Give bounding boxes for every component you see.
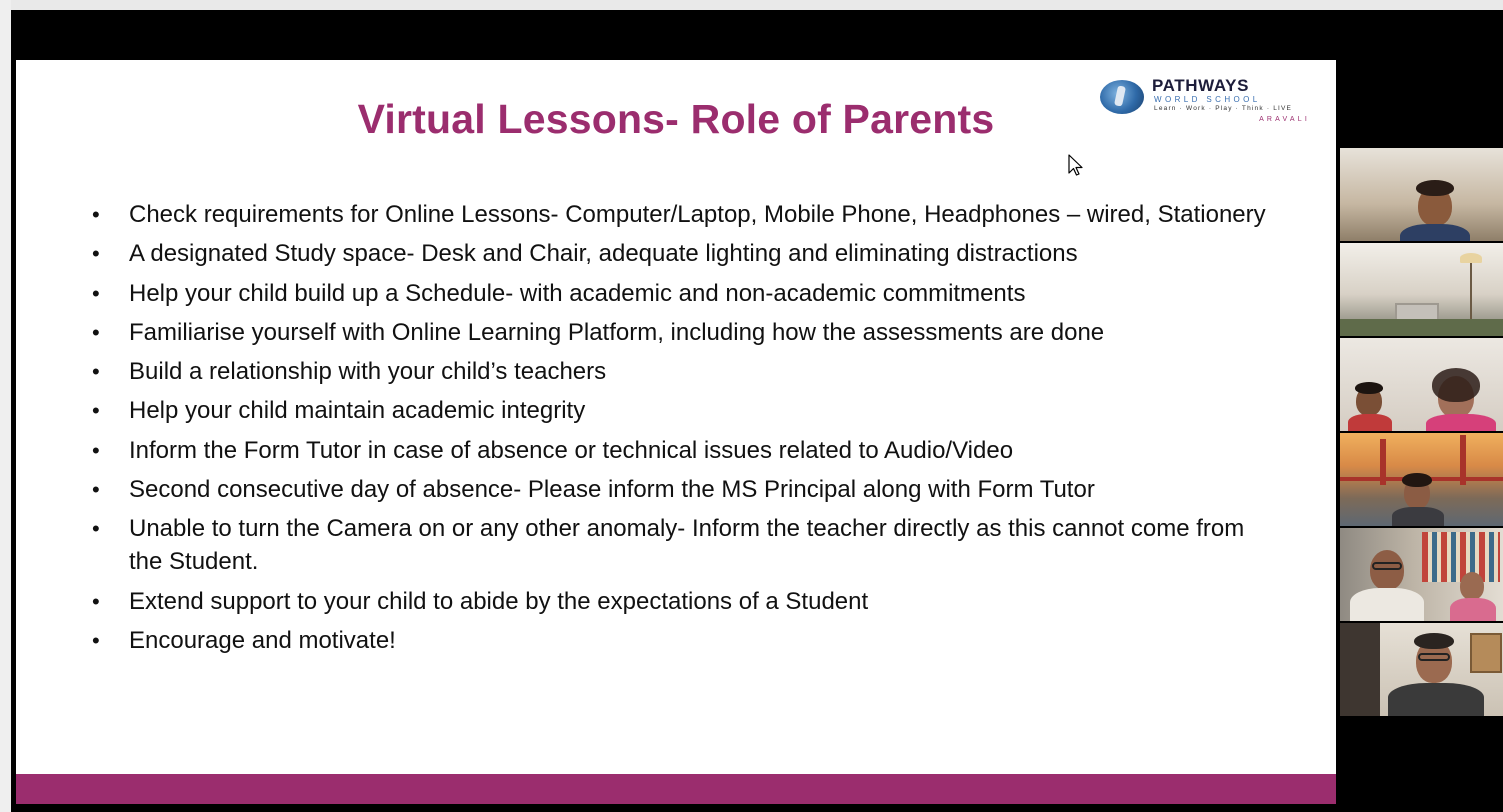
slide-title: Virtual Lessons- Role of Parents xyxy=(357,96,995,142)
logo-subtitle: WORLD SCHOOL xyxy=(1154,95,1261,104)
participant-body xyxy=(1426,414,1496,431)
participant-video-tile[interactable] xyxy=(1340,148,1503,241)
bookshelf xyxy=(1422,532,1500,582)
bridge-tower xyxy=(1380,439,1386,485)
participant-hair xyxy=(1402,473,1432,487)
participant-body xyxy=(1450,598,1496,621)
participant-video-tile[interactable] xyxy=(1340,338,1503,431)
plants xyxy=(1340,319,1503,336)
bridge-tower xyxy=(1460,435,1466,485)
participant-hair xyxy=(1355,382,1383,394)
participant-video-tile[interactable] xyxy=(1340,243,1503,336)
bullet-icon: • xyxy=(92,202,100,227)
participant-face xyxy=(1370,550,1404,590)
screen-top-border xyxy=(0,0,1503,10)
list-item: • A designated Study space- Desk and Chair, adequate lighting and eliminating distractions xyxy=(90,237,1270,270)
mouse-cursor-icon xyxy=(1068,154,1084,178)
list-item: • Encourage and motivate! xyxy=(90,624,1270,657)
participant-video-tile[interactable] xyxy=(1340,623,1503,716)
participant-video-tile[interactable] xyxy=(1340,528,1503,621)
school-logo xyxy=(1100,76,1312,128)
participant-hair xyxy=(1432,368,1480,402)
list-item: • Help your child maintain academic integrity xyxy=(90,394,1270,427)
list-item: • Second consecutive day of absence- Please inform the MS Principal along with Form Tutor xyxy=(90,473,1270,506)
bullet-icon: • xyxy=(92,241,100,267)
doorway xyxy=(1340,623,1380,716)
participant-body xyxy=(1400,224,1470,241)
bullet-icon: • xyxy=(92,437,100,463)
participant-body xyxy=(1350,588,1424,621)
logo-tagline: Learn · Work · Play · Think · LIVE xyxy=(1154,105,1293,112)
participant-face xyxy=(1460,572,1484,600)
participant-hair xyxy=(1416,180,1454,196)
bullet-icon: • xyxy=(92,588,100,614)
participant-body xyxy=(1392,507,1444,526)
bullet-icon: • xyxy=(92,477,100,503)
lamp-shade xyxy=(1460,253,1482,263)
list-item: • Familiarise yourself with Online Learning Platform, including how the assessments are done xyxy=(90,316,1270,349)
participant-body xyxy=(1348,414,1392,431)
wall-frame xyxy=(1470,633,1502,673)
glasses-icon xyxy=(1372,562,1402,570)
screen-left-border xyxy=(0,0,11,812)
list-item: • Extend support to your child to abide by the expectations of a Student xyxy=(90,585,1270,618)
list-item: • Help your child build up a Schedule- with academic and non-academic commitments xyxy=(90,277,1270,310)
bullet-list xyxy=(90,198,1270,663)
glasses-icon xyxy=(1418,653,1450,661)
slide-footer-bar xyxy=(16,774,1336,804)
bullet-icon: • xyxy=(92,516,100,542)
list-item: • Build a relationship with your child’s teachers xyxy=(90,355,1270,388)
presentation-slide xyxy=(16,60,1336,804)
participant-gallery[interactable] xyxy=(1336,60,1503,812)
participant-body xyxy=(1388,683,1484,716)
bullet-icon: • xyxy=(92,280,100,306)
list-item: • Inform the Form Tutor in case of absence or technical issues related to Audio/Video xyxy=(90,434,1270,467)
globe-logo-icon xyxy=(1100,80,1144,114)
participant-video-tile[interactable] xyxy=(1340,433,1503,526)
list-item: • Check requirements for Online Lessons- Computer/Laptop, Mobile Phone, Headphones – wired, Stationery xyxy=(90,198,1270,231)
bullet-icon: • xyxy=(92,319,100,345)
logo-campus: ARAVALI xyxy=(1259,116,1310,123)
bullet-icon: • xyxy=(92,398,100,424)
logo-name: PATHWAYS xyxy=(1152,76,1250,95)
participant-hair xyxy=(1414,633,1454,649)
lamp-stand xyxy=(1470,263,1472,323)
bullet-icon: • xyxy=(92,359,100,385)
bullet-icon: • xyxy=(92,627,100,653)
list-item: • Unable to turn the Camera on or any other anomaly- Inform the teacher directly as this cannot come from the Student. xyxy=(90,512,1270,578)
